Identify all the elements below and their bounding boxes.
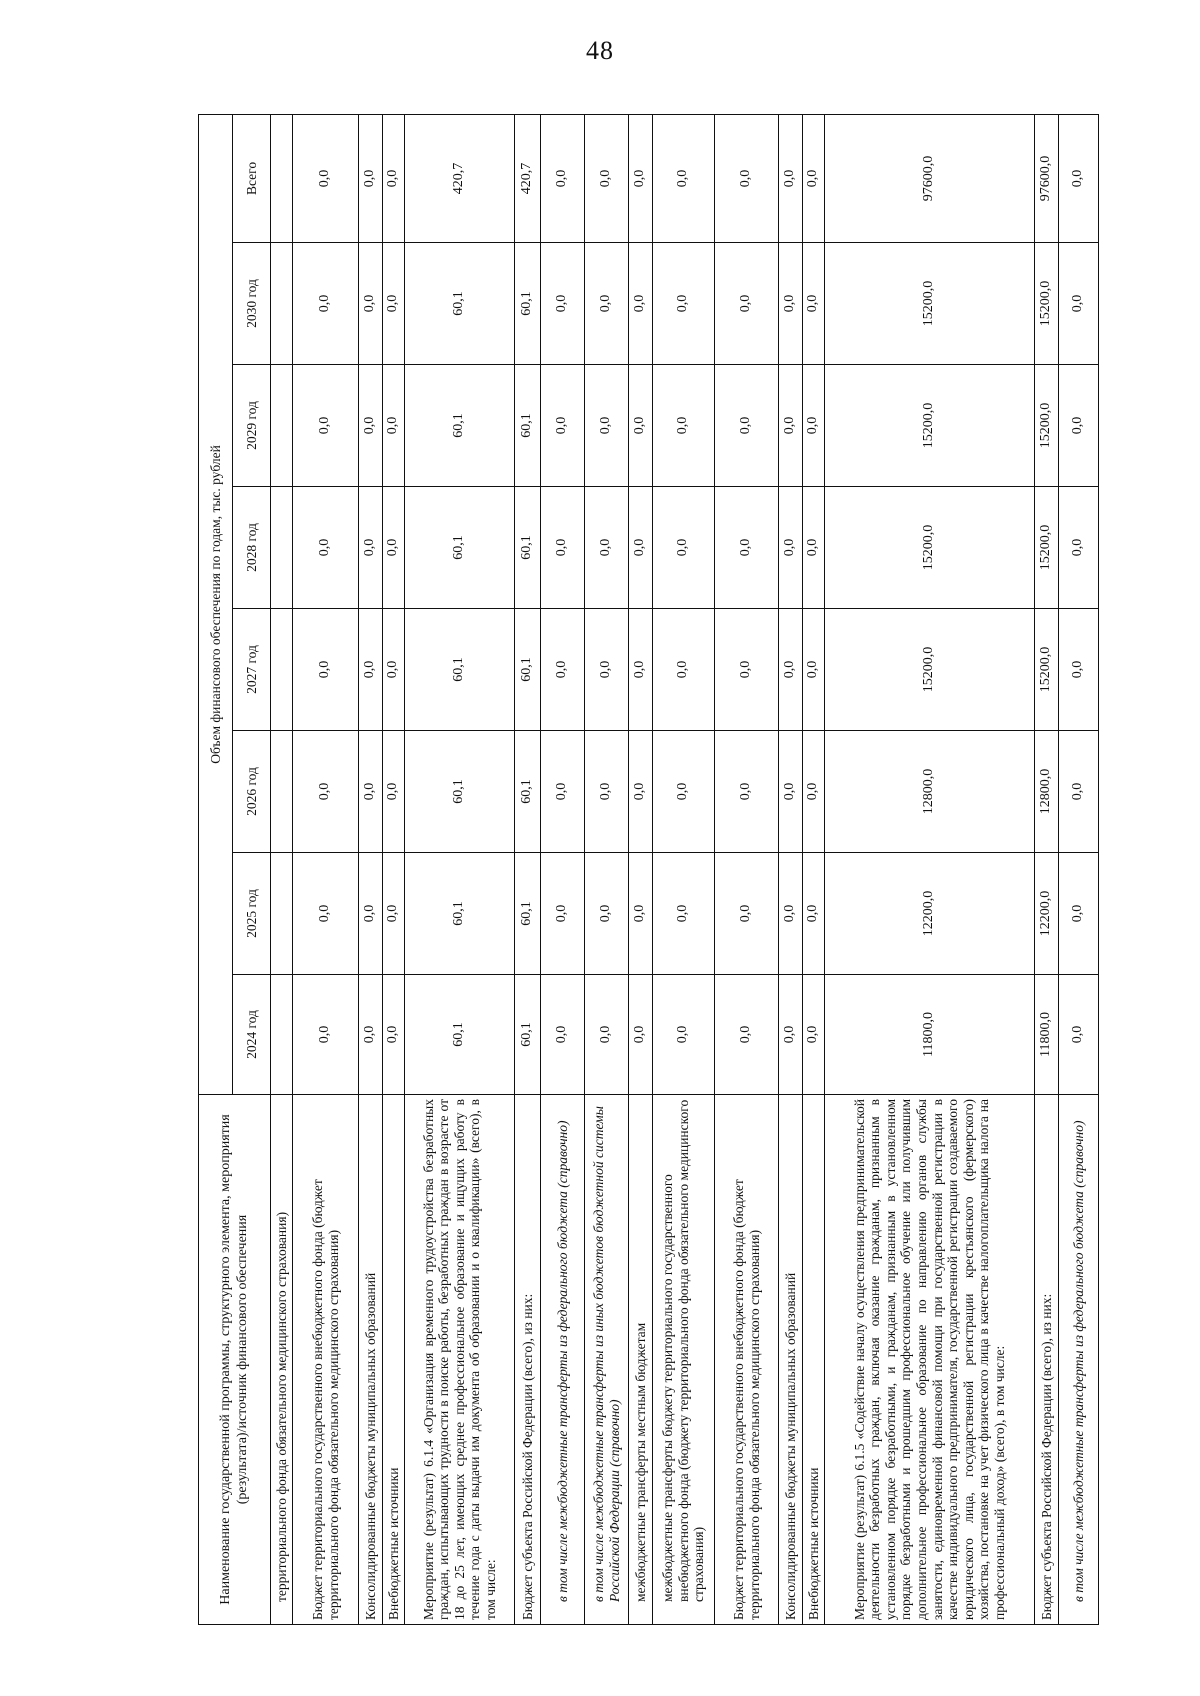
cell-value: 0,0 [359, 853, 383, 975]
cell-value: 0,0 [803, 487, 825, 609]
table-row [585, 114, 629, 1624]
cell-value: 0,0 [779, 243, 803, 365]
cell-value: 0,0 [1059, 853, 1099, 975]
row-label: Бюджет территориального государственного внебюджетного фонда (бюджет территориального фонда обязательного медицинского страхования) [715, 1095, 779, 1625]
cell-value: 0,0 [629, 487, 653, 609]
cell-value: 60,1 [515, 731, 541, 853]
row-label: Внебюджетные источники [383, 1095, 405, 1625]
cell-value: 0,0 [779, 731, 803, 853]
cell-value: 0,0 [629, 243, 653, 365]
year-header: 2028 год [233, 487, 271, 609]
cell-value: 0,0 [629, 853, 653, 975]
row-label: Консолидированные бюджеты муниципальных образований [359, 1095, 383, 1625]
row-label: Бюджет субъекта Российской Федерации (всего), из них: [515, 1095, 541, 1625]
cell-value: 0,0 [715, 853, 779, 975]
cell-value [271, 243, 293, 365]
cell-value: 15200,0 [825, 609, 1035, 731]
table-row [715, 114, 779, 1624]
total-header: Всего [233, 114, 271, 242]
year-header: 2027 год [233, 609, 271, 731]
cell-value: 60,1 [405, 731, 515, 853]
cell-value: 0,0 [803, 975, 825, 1095]
cell-value: 60,1 [515, 975, 541, 1095]
cell-value: 0,0 [541, 731, 585, 853]
cell-value: 11800,0 [1035, 975, 1059, 1095]
cell-value: 11800,0 [825, 975, 1035, 1095]
cell-value: 0,0 [779, 114, 803, 242]
cell-value: 60,1 [515, 487, 541, 609]
cell-value: 12800,0 [1035, 731, 1059, 853]
cell-value: 0,0 [541, 243, 585, 365]
cell-value: 420,7 [405, 114, 515, 242]
cell-value: 0,0 [585, 853, 629, 975]
cell-value: 0,0 [585, 609, 629, 731]
cell-value: 420,7 [515, 114, 541, 242]
cell-value: 0,0 [653, 731, 715, 853]
cell-value: 0,0 [383, 975, 405, 1095]
cell-value: 0,0 [629, 365, 653, 487]
cell-value: 60,1 [405, 365, 515, 487]
cell-value: 60,1 [515, 243, 541, 365]
cell-value [271, 975, 293, 1095]
cell-value: 0,0 [803, 731, 825, 853]
row-label: в том числе межбюджетные трансферты из федерального бюджета (справочно) [1059, 1095, 1099, 1625]
cell-value: 15200,0 [825, 365, 1035, 487]
cell-value [271, 853, 293, 975]
cell-value: 0,0 [383, 114, 405, 242]
table-row [359, 114, 383, 1624]
cell-value: 60,1 [405, 609, 515, 731]
table-row [653, 114, 715, 1624]
cell-value: 0,0 [653, 487, 715, 609]
cell-value: 0,0 [541, 365, 585, 487]
year-header: 2024 год [233, 975, 271, 1095]
cell-value: 0,0 [293, 365, 359, 487]
row-label: территориального фонда обязательного медицинского страхования) [271, 1095, 293, 1625]
cell-value: 0,0 [293, 609, 359, 731]
cell-value: 0,0 [383, 853, 405, 975]
table-row [293, 114, 359, 1624]
cell-value: 15200,0 [1035, 243, 1059, 365]
cell-value: 0,0 [803, 365, 825, 487]
cell-value: 0,0 [653, 853, 715, 975]
page-number: 48 [586, 36, 614, 65]
financing-table [198, 114, 1099, 1625]
table-row [405, 114, 515, 1624]
table-row [629, 114, 653, 1624]
cell-value: 0,0 [585, 975, 629, 1095]
cell-value: 0,0 [359, 114, 383, 242]
cell-value: 0,0 [1059, 975, 1099, 1095]
cell-value: 0,0 [803, 243, 825, 365]
cell-value: 60,1 [405, 487, 515, 609]
cell-value: 0,0 [383, 243, 405, 365]
year-header: 2025 год [233, 853, 271, 975]
cell-value: 0,0 [629, 609, 653, 731]
cell-value [271, 609, 293, 731]
cell-value [271, 114, 293, 242]
row-label: межбюджетные трансферты местным бюджетам [629, 1095, 653, 1625]
cell-value: 0,0 [359, 365, 383, 487]
cell-value: 60,1 [405, 853, 515, 975]
table-row [1059, 114, 1099, 1624]
cell-value: 0,0 [715, 975, 779, 1095]
cell-value: 12200,0 [1035, 853, 1059, 975]
cell-value: 0,0 [779, 975, 803, 1095]
cell-value: 0,0 [359, 609, 383, 731]
cell-value: 0,0 [359, 731, 383, 853]
cell-value: 60,1 [515, 365, 541, 487]
cell-value: 0,0 [383, 487, 405, 609]
row-label: Мероприятие (результат) 6.1.5 «Содействие началу осуществления предпринимательской деятельности безработных граждан, включая оказание гражданам, признанным в установленном порядке безработными, и гражданам, признанным в установленном порядке безработными и прошедшим профессиональное обучение или получившим дополнительное профессиональное образование по направлению органов службы занятости, единовременной финансовой помощи при государственной регистрации в качестве индивидуального предпринимателя, государственной регистрации создаваемого юридического лица, государственной регистрации крестьянского (фермерского) хозяйства, постановке на учет физического лица в качестве налогоплательщика налога на профессиональный доход» (всего), в том числе: [825, 1095, 1035, 1625]
cell-value: 60,1 [405, 975, 515, 1095]
table-row [541, 114, 585, 1624]
cell-value: 0,0 [653, 609, 715, 731]
cell-value: 12200,0 [825, 853, 1035, 975]
cell-value: 0,0 [293, 853, 359, 975]
cell-value: 0,0 [653, 975, 715, 1095]
cell-value: 0,0 [653, 114, 715, 242]
row-label: межбюджетные трансферты бюджету территориального государственного внебюджетного фонда (бюджету территориального фонда обязательного медицинского страхования) [653, 1095, 715, 1625]
cell-value: 0,0 [779, 609, 803, 731]
cell-value: 0,0 [293, 975, 359, 1095]
cell-value [271, 731, 293, 853]
cell-value: 97600,0 [825, 114, 1035, 242]
row-label: Бюджет субъекта Российской Федерации (всего), из них: [1035, 1095, 1059, 1625]
cell-value: 0,0 [629, 975, 653, 1095]
cell-value: 0,0 [629, 731, 653, 853]
row-label: в том числе межбюджетные трансферты из иных бюджетов бюджетной системы Российской Федерации (справочно) [585, 1095, 629, 1625]
row-label: Мероприятие (результат) 6.1.4 «Организация временного трудоустройства безработных граждан, испытывающих трудности в поиске работы, безработных граждан в возрасте от 18 до 25 лет, имеющих среднее профессиональное образование и ищущих работу в течение года с даты выдачи им документа об образовании и о квалификации» (всего), в том числе: [405, 1095, 515, 1625]
cell-value: 0,0 [383, 731, 405, 853]
cell-value: 0,0 [779, 365, 803, 487]
cell-value: 60,1 [515, 609, 541, 731]
cell-value: 0,0 [541, 609, 585, 731]
year-header: 2029 год [233, 365, 271, 487]
cell-value: 0,0 [715, 365, 779, 487]
cell-value: 0,0 [1059, 243, 1099, 365]
cell-value: 0,0 [585, 487, 629, 609]
cell-value: 0,0 [585, 243, 629, 365]
cell-value: 15200,0 [1035, 365, 1059, 487]
cell-value: 0,0 [585, 731, 629, 853]
row-label: Консолидированные бюджеты муниципальных образований [779, 1095, 803, 1625]
cell-value: 0,0 [1059, 114, 1099, 242]
cell-value: 0,0 [715, 731, 779, 853]
cell-value: 0,0 [359, 243, 383, 365]
cell-value: 0,0 [1059, 487, 1099, 609]
cell-value: 0,0 [541, 114, 585, 242]
cell-value: 12800,0 [825, 731, 1035, 853]
cell-value: 0,0 [779, 487, 803, 609]
cell-value: 0,0 [541, 853, 585, 975]
cell-value: 0,0 [585, 365, 629, 487]
row-label: Бюджет территориального государственного внебюджетного фонда (бюджет территориального фонда обязательного медицинского страхования) [293, 1095, 359, 1625]
cell-value: 0,0 [383, 365, 405, 487]
table-row [779, 114, 803, 1624]
cell-value: 0,0 [585, 114, 629, 242]
cell-value: 60,1 [405, 243, 515, 365]
cell-value: 0,0 [293, 731, 359, 853]
cell-value: 0,0 [293, 243, 359, 365]
cell-value: 0,0 [293, 487, 359, 609]
cell-value: 0,0 [383, 609, 405, 731]
cell-value: 60,1 [515, 853, 541, 975]
cell-value: 0,0 [653, 365, 715, 487]
cell-value: 0,0 [1059, 731, 1099, 853]
row-label: Внебюджетные источники [803, 1095, 825, 1625]
cell-value: 0,0 [1059, 365, 1099, 487]
cell-value: 0,0 [715, 487, 779, 609]
table-row [825, 114, 1035, 1624]
cell-value: 15200,0 [1035, 487, 1059, 609]
cell-value: 0,0 [715, 114, 779, 242]
table-row [383, 114, 405, 1624]
year-header: 2026 год [233, 731, 271, 853]
cell-value: 0,0 [803, 609, 825, 731]
cell-value: 0,0 [359, 487, 383, 609]
cell-value: 0,0 [715, 609, 779, 731]
cell-value: 15200,0 [1035, 609, 1059, 731]
cell-value: 97600,0 [1035, 114, 1059, 242]
table-row [803, 114, 825, 1624]
cell-value: 0,0 [293, 114, 359, 242]
name-column-header: Наименование государственной программы, структурного элемента, мероприятия (результата)/источник финансового обеспечения [199, 1095, 271, 1625]
cell-value: 15200,0 [825, 243, 1035, 365]
cell-value: 0,0 [653, 243, 715, 365]
year-header: 2030 год [233, 243, 271, 365]
cell-value: 0,0 [541, 487, 585, 609]
cell-value: 0,0 [803, 853, 825, 975]
cell-value: 0,0 [629, 114, 653, 242]
cell-value: 0,0 [803, 114, 825, 242]
cell-value: 0,0 [1059, 609, 1099, 731]
cell-value: 15200,0 [825, 487, 1035, 609]
cell-value: 0,0 [779, 853, 803, 975]
table-row [1035, 114, 1059, 1624]
cell-value: 0,0 [715, 243, 779, 365]
table-row [515, 114, 541, 1624]
table-row [271, 114, 293, 1624]
row-label: в том числе межбюджетные трансферты из федерального бюджета (справочно) [541, 1095, 585, 1625]
cell-value: 0,0 [541, 975, 585, 1095]
cell-value [271, 365, 293, 487]
volume-header: Объем финансового обеспечения по годам, тыс. рублей [199, 114, 233, 1094]
rotated-table-wrapper [198, 115, 1086, 1625]
cell-value: 0,0 [359, 975, 383, 1095]
cell-value [271, 487, 293, 609]
